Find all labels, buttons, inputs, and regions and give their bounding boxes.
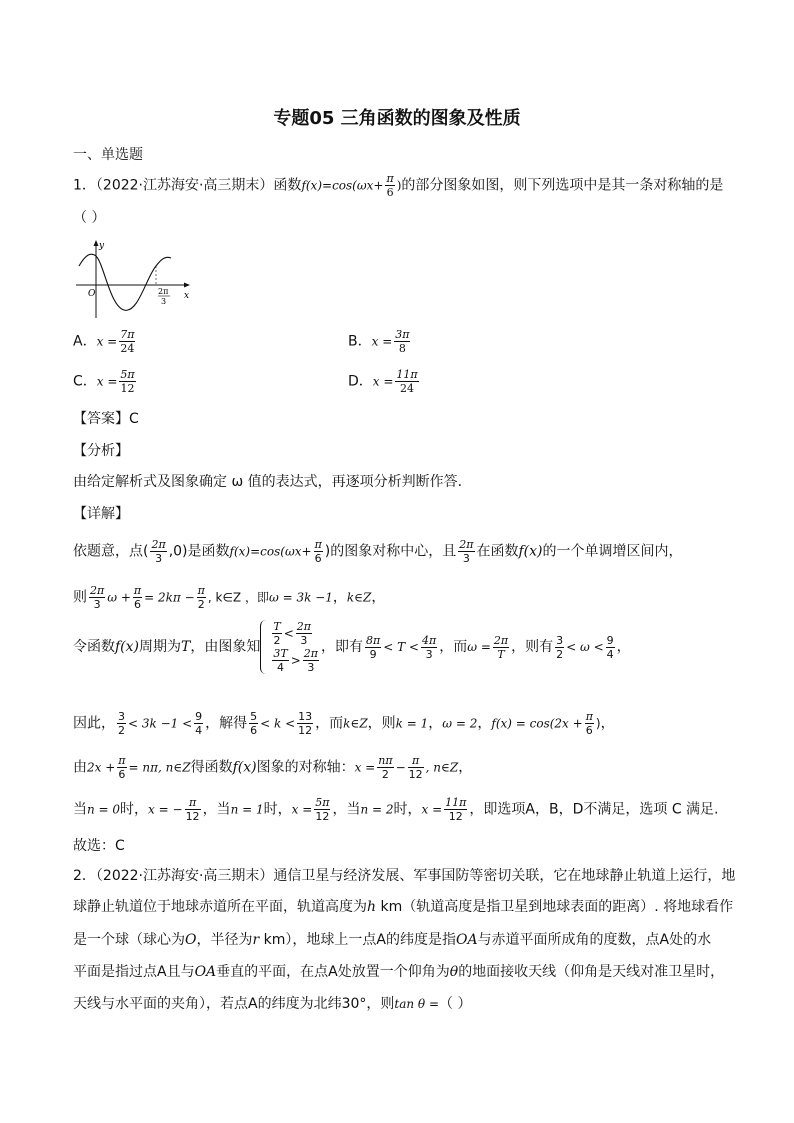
inequality-system: $\frac{T}{2}$ < $\frac{2\pi}{3}$ $\frac{3T}{4}$ > $\frac{2\pi}{3}$ — [260, 620, 321, 674]
q1-option-b[interactable]: B．x = $\frac{3\pi}{8}$ — [348, 328, 410, 355]
q1-paren: （ ） — [73, 210, 106, 226]
q1-cosine-graph — [74, 238, 194, 320]
q1-detail-heading: 【详解】 — [73, 506, 129, 522]
q1-stem: 1．（2022·江苏海安·高三期末）函数f(x)=cos(ωx+ $\frac{\pi}{6}$ )的部分图象如图，则下列选项中是其一条对称轴的是 — [73, 172, 724, 199]
q1-suffix: 的部分图象如图，则下列选项中是其一条对称轴的是 — [401, 177, 724, 194]
q2-line-3: 是一个球（球心为O，半径为r km），地球上一点A的纬度是指OA与赤道平面所成角的度数，点A处的水 — [73, 932, 712, 948]
section-heading: 一、单选题 — [73, 147, 143, 163]
q1-fraction: $\frac{\pi}{6}$ — [386, 172, 394, 199]
q1-option-a[interactable]: A．x = $\frac{7\pi}{24}$ — [73, 328, 135, 355]
q1-option-c[interactable]: C．x = $\frac{5\pi}{12}$ — [73, 368, 135, 395]
q1-detail-line-4: 因此， $\frac{3}{2}$ < 3k −1 < $\frac{9}{4}$ ，解得 $\frac{5}{6}$ < k < $\frac{13}{12}$ ，而k∈Z，则k = 1，ω = 2，f(x) = cos(2x + $\frac{\pi}{6}$ )， — [73, 710, 615, 737]
graph-origin-label: O — [88, 289, 96, 299]
q1-option-d[interactable]: D．x = $\frac{11\pi}{24}$ — [348, 368, 418, 395]
q2-line-5: 天线与水平面的夹角），若点A的纬度为北纬30°，则tan θ =（ ） — [73, 996, 472, 1012]
q1-detail-line-5: 由2x + $\frac{\pi}{6}$ = nπ, n∈Z得函数f(x)图象的对称轴：x = $\frac{n\pi}{2}$ − $\frac{\pi}{12}$ , n∈Z， — [73, 754, 473, 781]
graph-y-label: y — [99, 241, 105, 251]
q1-prefix: 1．（2022·江苏海安·高三期末）函数 — [73, 177, 302, 194]
q1-conclusion: 故选：C — [73, 838, 125, 854]
q1-detail-line-1: 依题意，点( $\frac{2\pi}{3}$ ,0)是函数f(x)=cos(ωx+ $\frac{\pi}{6}$ )的图象对称中心，且 $\frac{2\pi}{3}$ 在函数f(x)的一个单调增区间内， — [73, 538, 683, 565]
q1-analysis-heading: 【分析】 — [73, 443, 129, 459]
page-title: 专题05 三角函数的图象及性质 — [273, 108, 521, 129]
q1-detail-line-6: 当n = 0时，x = − $\frac{\pi}{12}$ ，当n = 1时，x = $\frac{5\pi}{12}$ ，当n = 2时，x = $\frac{11\pi}{12}$ ，即选项A，B，D不满足，选项 C 满足. — [73, 796, 719, 823]
q1-detail-line-3: 令函数f(x)周期为T，由图象知 $\frac{T}{2}$ < $\frac{2\pi}{3}$ $\frac{3T}{4}$ > $\frac{2\pi}{3}$ ，即有 $\frac{8\pi}{9}$ < T < $\frac{4\pi}{3}$ ，而ω = $\frac{2\pi}{T}$ ，则有 $\frac{3}{2}$ < ω < $\frac{9}{4}$ ， — [73, 620, 631, 674]
graph-x-label: x — [184, 291, 190, 301]
graph-tick-den: 3 — [161, 297, 167, 306]
q1-analysis-text: 由给定解析式及图象确定 ω 值的表达式，再逐项分析判断作答. — [73, 474, 463, 490]
q2-line-4: 平面是指过点A且与OA垂直的平面，在点A处放置一个仰角为θ的地面接收天线（仰角是天线对准卫星时， — [73, 964, 725, 980]
q2-line-2: 球静止轨道位于地球赤道所在平面，轨道高度为h km（轨道高度是指卫星到地球表面的距离）. 将地球看作 — [73, 899, 734, 915]
graph-tick-num: 2π — [158, 287, 169, 296]
q2-line-1: 2．（2022·江苏海安·高三期末）通信卫星与经济发展、军事国防等密切关联，它在地球静止轨道上运行，地 — [73, 868, 736, 884]
q1-detail-line-2: 则 $\frac{2\pi}{3}$ ω + $\frac{\pi}{6}$ = 2kπ − $\frac{\pi}{2}$ , k∈Z ，即ω = 3k −1，k∈Z， — [73, 584, 386, 611]
q1-func: f(x)=cos(ωx+ — [301, 178, 384, 193]
q1-answer: 【答案】C — [73, 411, 139, 427]
